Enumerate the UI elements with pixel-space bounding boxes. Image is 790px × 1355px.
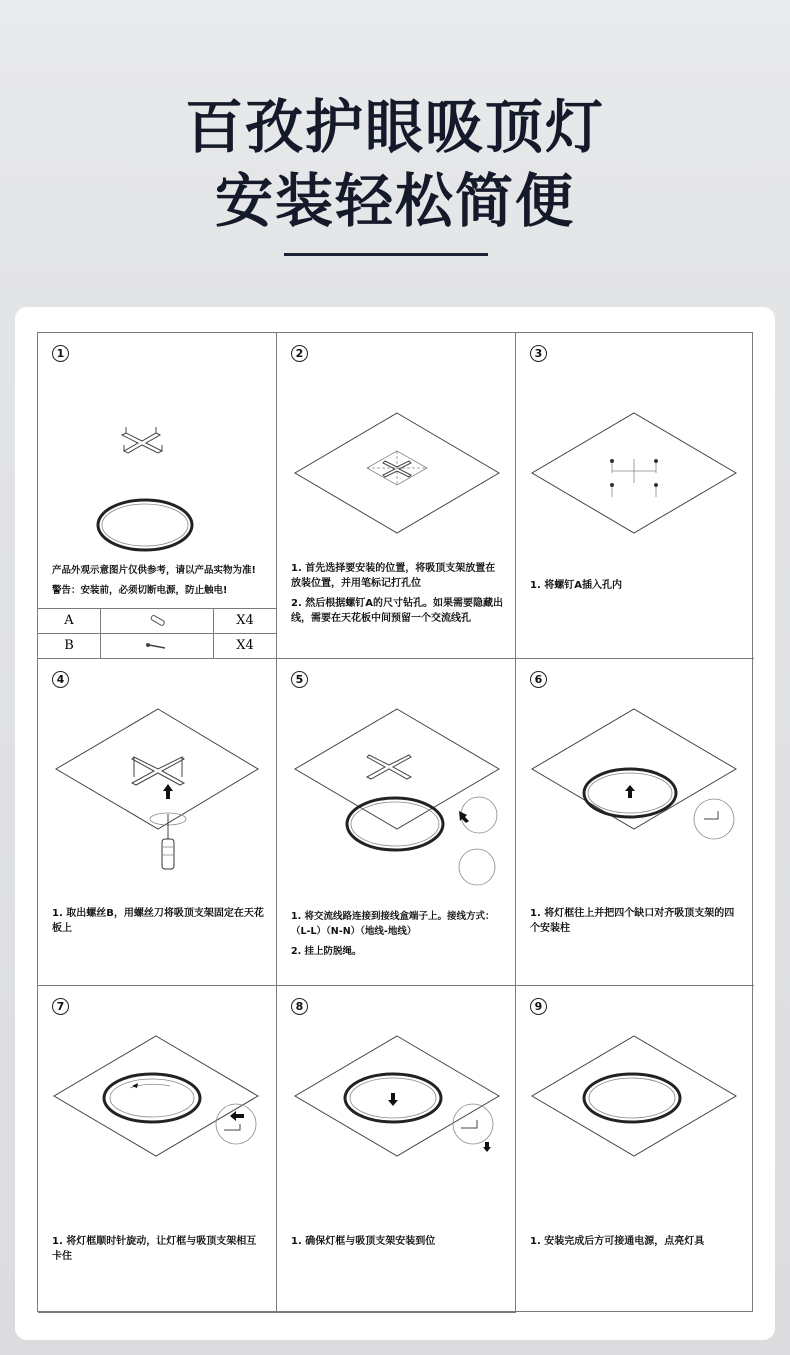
title-underline xyxy=(284,253,488,256)
step-number: 3 xyxy=(530,345,547,362)
step-number: 6 xyxy=(530,671,547,688)
step-number: 9 xyxy=(530,998,547,1015)
step-2 xyxy=(277,333,516,659)
secure-frame-illustration xyxy=(277,1016,515,1226)
step-text: 1. 首先选择要安装的位置，将吸顶支架放置在放装位置，并用笔标记打孔位 2. 然后根据螺钉A的尺寸钻孔。如果需要隐藏出线，需要在天花板中间预留一个交流线孔 xyxy=(291,563,503,624)
arrow-icon xyxy=(459,811,469,823)
step-number: 5 xyxy=(291,671,308,688)
step-3 xyxy=(516,333,754,659)
arrow-up-icon xyxy=(625,785,635,798)
fix-bracket-illustration xyxy=(38,689,276,899)
bracket-and-lamp-illustration xyxy=(38,383,276,578)
step-number: 7 xyxy=(52,998,69,1015)
arrow-down-icon xyxy=(483,1142,491,1152)
step-9 xyxy=(516,986,754,1313)
arrow-down-icon xyxy=(388,1093,398,1106)
step-text: 1. 确保灯框与吸顶支架安装到位 xyxy=(291,1236,436,1247)
detail-circle xyxy=(459,849,495,885)
screwdriver-icon xyxy=(162,839,174,869)
step-6 xyxy=(516,659,754,986)
ceiling-plane xyxy=(295,1036,499,1156)
align-frame-illustration xyxy=(516,689,754,899)
instruction-card xyxy=(15,307,775,1340)
steps-grid xyxy=(37,332,753,1312)
detail-circle xyxy=(453,1104,493,1144)
ceiling-plane xyxy=(54,1036,258,1156)
bracket-icon xyxy=(122,427,162,453)
part-code: A xyxy=(38,609,101,633)
step-text: 1. 安装完成后方可接通电源，点亮灯具 xyxy=(530,1236,705,1247)
step-text: 1. 将灯框顺时针旋动，让灯框与吸顶支架相互卡住 xyxy=(52,1236,257,1262)
step-number: 2 xyxy=(291,345,308,362)
parts-row xyxy=(38,609,276,634)
part-code: B xyxy=(38,634,101,658)
header xyxy=(0,90,790,238)
step-text: 产品外观示意图片仅供参考，请以产品实物为准! 警告：安装前，必须切断电源，防止触电! xyxy=(52,565,256,596)
page-title: 百孜护眼吸顶灯 xyxy=(184,93,605,161)
step-number: 8 xyxy=(291,998,308,1015)
step-number: 4 xyxy=(52,671,69,688)
step-5 xyxy=(277,659,516,986)
step-number: 1 xyxy=(52,345,69,362)
ceiling-plane xyxy=(532,1036,736,1156)
step-text: 1. 将螺钉A插入孔内 xyxy=(530,580,622,591)
anchor-icon xyxy=(101,609,214,633)
step-text: 1. 取出螺丝B，用螺丝刀将吸顶支架固定在天花板上 xyxy=(52,908,264,934)
step-text: 1. 将交流线路连接到接线盒端子上。接线方式：（L-L）（N-N）（地线-地线） 2. 挂上防脱绳。 xyxy=(291,911,495,957)
page-subtitle: 安装轻松简便 xyxy=(214,167,575,235)
parts-table xyxy=(38,608,276,658)
ceiling-marking-illustration xyxy=(277,363,515,558)
part-qty: X4 xyxy=(236,638,254,653)
step-4 xyxy=(38,659,277,986)
arrow-up-icon xyxy=(163,784,173,799)
insert-anchor-illustration xyxy=(516,363,754,558)
step-8 xyxy=(277,986,516,1313)
screw-icon xyxy=(101,634,214,658)
rotate-frame-illustration xyxy=(38,1016,276,1226)
detail-circle xyxy=(216,1104,256,1144)
arrow-left-icon xyxy=(230,1111,244,1121)
parts-row xyxy=(38,634,276,659)
step-text: 1. 将灯框往上并把四个缺口对齐吸顶支架的四个安装柱 xyxy=(530,908,735,934)
lamp-ring-icon xyxy=(98,500,192,550)
finished-installation-illustration xyxy=(516,1016,754,1226)
wiring-illustration xyxy=(277,689,515,899)
part-qty: X4 xyxy=(236,613,254,628)
step-7 xyxy=(38,986,277,1313)
step-1 xyxy=(38,333,277,659)
